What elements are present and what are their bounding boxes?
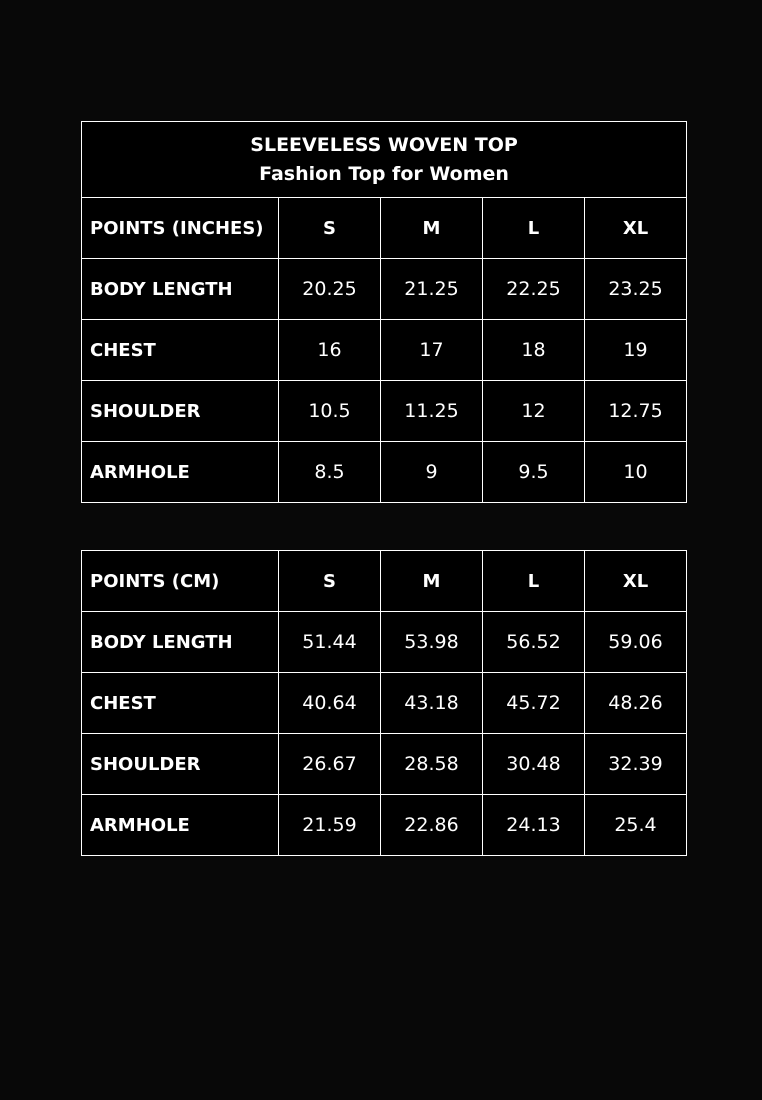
cell-value: 19 <box>585 320 687 381</box>
header-size-s: S <box>279 198 381 259</box>
row-label: SHOULDER <box>82 381 279 442</box>
row-label: SHOULDER <box>82 734 279 795</box>
header-points-inches: POINTS (INCHES) <box>82 198 279 259</box>
header-size-m: M <box>381 198 483 259</box>
table-row <box>82 734 687 795</box>
product-subtitle: Fashion Top for Women <box>259 162 509 185</box>
cell-value: 40.64 <box>279 673 381 734</box>
header-size-l: L <box>483 551 585 612</box>
cell-value: 30.48 <box>483 734 585 795</box>
row-label: ARMHOLE <box>82 795 279 856</box>
cell-value: 16 <box>279 320 381 381</box>
cell-value: 18 <box>483 320 585 381</box>
row-label: CHEST <box>82 673 279 734</box>
row-label: BODY LENGTH <box>82 259 279 320</box>
cell-value: 9 <box>381 442 483 503</box>
header-points-cm: POINTS (CM) <box>82 551 279 612</box>
cell-value: 9.5 <box>483 442 585 503</box>
table-row <box>82 381 687 442</box>
cell-value: 12 <box>483 381 585 442</box>
cell-value: 22.86 <box>381 795 483 856</box>
cell-value: 20.25 <box>279 259 381 320</box>
cell-value: 45.72 <box>483 673 585 734</box>
product-title <box>82 122 687 198</box>
row-label: BODY LENGTH <box>82 612 279 673</box>
cell-value: 59.06 <box>585 612 687 673</box>
cell-value: 8.5 <box>279 442 381 503</box>
row-label: ARMHOLE <box>82 442 279 503</box>
size-chart-cm-table <box>81 550 687 856</box>
header-row <box>82 551 687 612</box>
cell-value: 24.13 <box>483 795 585 856</box>
cell-value: 21.25 <box>381 259 483 320</box>
header-size-m: M <box>381 551 483 612</box>
cell-value: 32.39 <box>585 734 687 795</box>
cell-value: 28.58 <box>381 734 483 795</box>
cell-value: 10.5 <box>279 381 381 442</box>
table-row <box>82 673 687 734</box>
cell-value: 11.25 <box>381 381 483 442</box>
cell-value: 53.98 <box>381 612 483 673</box>
cell-value: 12.75 <box>585 381 687 442</box>
title-row <box>82 122 687 198</box>
cell-value: 43.18 <box>381 673 483 734</box>
header-row <box>82 198 687 259</box>
table-row <box>82 259 687 320</box>
table-row <box>82 442 687 503</box>
table-row <box>82 795 687 856</box>
cell-value: 23.25 <box>585 259 687 320</box>
table-row <box>82 612 687 673</box>
header-size-xl: XL <box>585 198 687 259</box>
header-size-l: L <box>483 198 585 259</box>
header-size-xl: XL <box>585 551 687 612</box>
cell-value: 51.44 <box>279 612 381 673</box>
table-row <box>82 320 687 381</box>
cell-value: 56.52 <box>483 612 585 673</box>
cell-value: 17 <box>381 320 483 381</box>
cell-value: 25.4 <box>585 795 687 856</box>
cell-value: 26.67 <box>279 734 381 795</box>
cell-value: 48.26 <box>585 673 687 734</box>
row-label: CHEST <box>82 320 279 381</box>
product-name: SLEEVELESS WOVEN TOP <box>250 133 518 156</box>
header-size-s: S <box>279 551 381 612</box>
cell-value: 21.59 <box>279 795 381 856</box>
size-chart-inches-table <box>81 121 687 503</box>
cell-value: 22.25 <box>483 259 585 320</box>
cell-value: 10 <box>585 442 687 503</box>
